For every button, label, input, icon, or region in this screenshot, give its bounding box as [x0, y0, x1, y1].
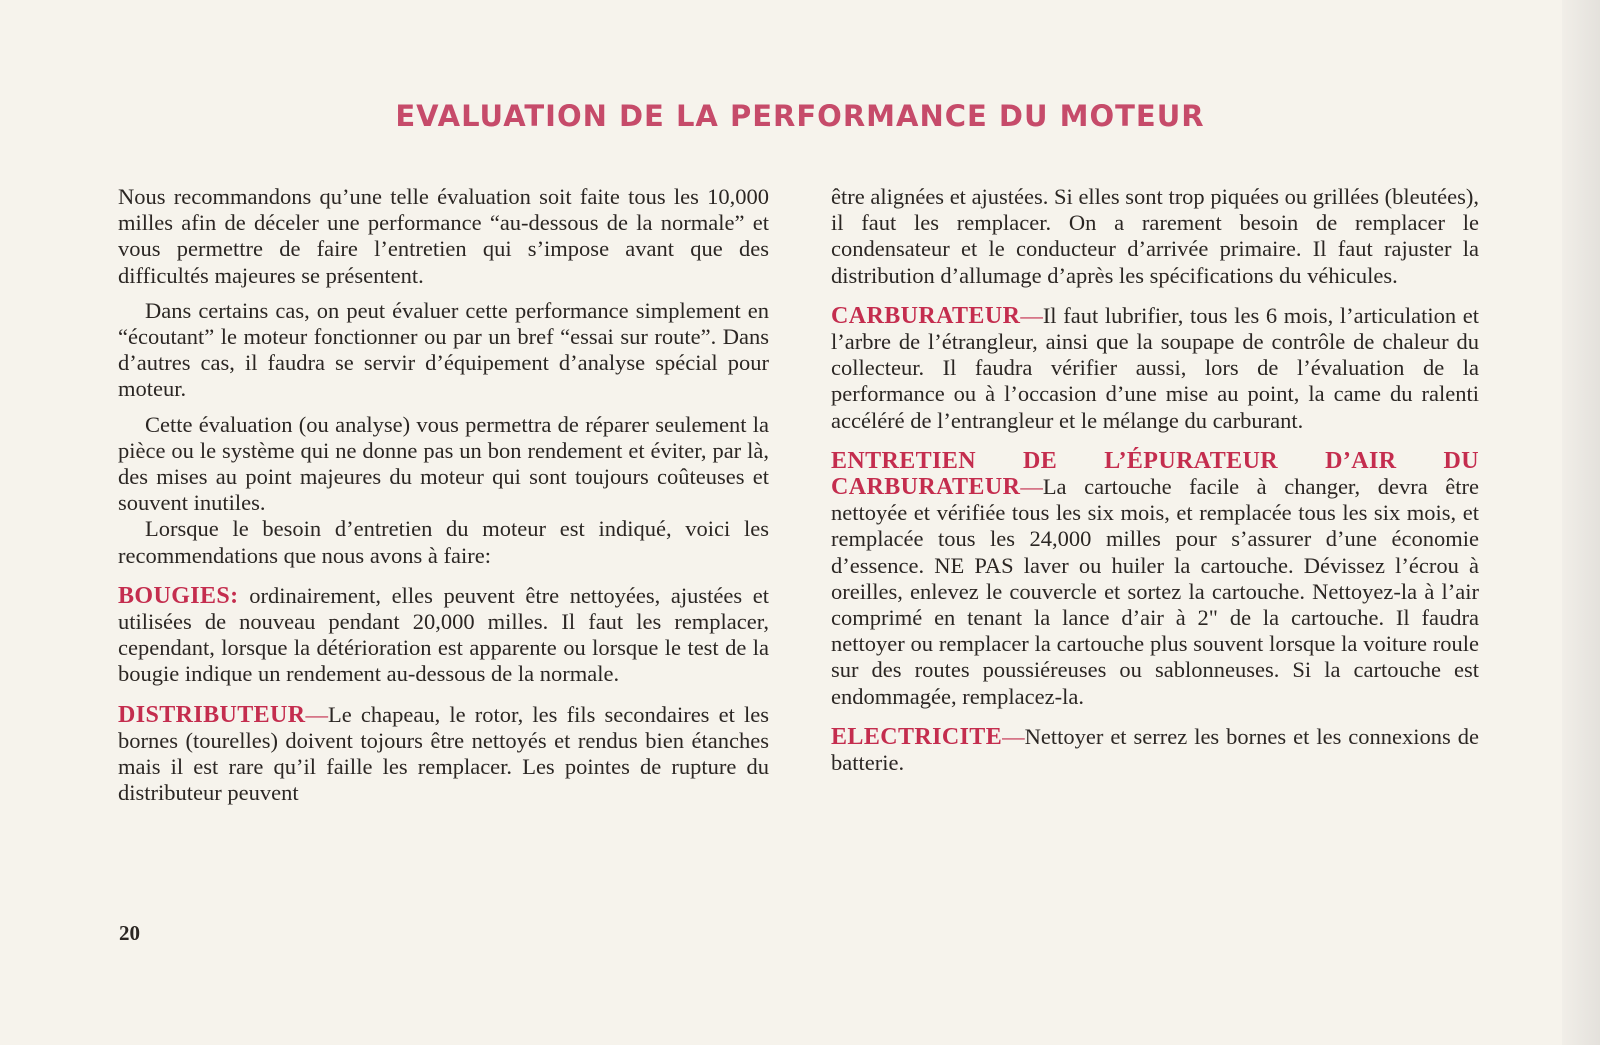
page-title: EVALUATION DE LA PERFORMANCE DU MOTEUR	[395, 99, 1205, 133]
bougies-text: ordinairement, elles peuvent être nettoyées, ajustées et utilisées de nouveau pendant 20,000 milles. Il faut les remplacer, cependant, lorsque la détérioration est apparente ou lorsque le test de la bougie indique un rendement au-dessous de la normale.	[118, 582, 769, 687]
epurateur-heading: ENTRETIEN DE L’ÉPURATEUR D’AIR DU CARBURATEUR	[831, 447, 1479, 501]
carburateur-section	[831, 303, 1479, 434]
recommendations-intro: Lorsque le besoin d’entretien du moteur est indiqué, voici les recommendations que nous avons à faire:	[118, 516, 769, 568]
distributeur-heading: DISTRIBUTEUR	[118, 701, 306, 728]
distributeur-section	[118, 702, 769, 807]
epurateur-text: La cartouche facile à changer, devra être nettoyée et vérifiée tous les six mois, et remplacée tous les six mois, et remplacée tous les 24,000 milles pour s’assurer d’une économie d’essence. NE PAS laver ou huiler la cartouche. Dévissez l’écrou à oreilles, enlevez le couvercle et sortez la cartouche. Nettoyez-la à l’air comprimé en tenant la lance d’air à 2" de la cartouche. Il faudra nettoyer ou remplacer la cartouche plus souvent lorsque la voiture roule sur des routes poussiéreuses ou sablonneuses. Si la cartouche est endommagée, remplacez-la.	[831, 474, 1479, 709]
bougies-heading: BOUGIES:	[118, 582, 239, 609]
right-column	[831, 184, 1479, 785]
intro-paragraph: Nous recommandons qu’une telle évaluation soit faite tous les 10,000 milles afin de déceler une performance “au-dessous de la normale” et vous permettre de faire l’entretien qui s’impose avant que des difficultés majeures se présentent.	[118, 184, 769, 288]
bougies-section	[118, 583, 769, 688]
listening-paragraph: Dans certains cas, on peut évaluer cette performance simplement en “écoutant” le moteur fonctionner ou par un bref “essai sur route”. Dans d’autres cas, il faudra se servir d’équipement d’analyse spécial pour moteur.	[118, 297, 769, 402]
carburateur-heading: CARBURATEUR	[831, 302, 1021, 329]
left-column	[118, 184, 769, 815]
heading-dash: —	[1020, 302, 1043, 328]
distributeur-text: Le chapeau, le rotor, les fils secondaires et les bornes (tourelles) doivent tojours être nettoyés et rendus bien étanches mais il est rare qu’il faille les remplacer. Les pointes de rupture du distributeur peuvent	[118, 701, 769, 806]
analysis-paragraph: Cette évaluation (ou analyse) vous permettra de réparer seulement la pièce ou le système qui ne donne pas un bon rendement et éviter, par là, des mises au point majeures du moteur qui sont toujours coûteuses et souvent inutiles.	[118, 411, 769, 516]
heading-dash: —	[305, 701, 329, 727]
carburateur-text: Il faut lubrifier, tous les 6 mois, l’articulation et l’arbre de l’étrangleur, ainsi que la soupape de contrôle de chaleur du collecteur. Il faudra vérifier aussi, lors de l’évaluation de la performance ou à l’occasion d’une mise au point, la came du ralenti accéléré de l’entrangleur et le mélange du carburant.	[831, 302, 1479, 433]
epurateur-section	[831, 448, 1479, 710]
page-number: 20	[119, 921, 140, 945]
heading-dash: —	[1020, 474, 1043, 500]
electricite-heading: ELECTRICITE	[831, 723, 1003, 750]
electricite-text: Nettoyer et serrez les bornes et les connexions de batterie.	[831, 723, 1479, 776]
electricite-section	[831, 724, 1479, 776]
heading-dash: —	[1002, 723, 1025, 749]
page-edge	[1562, 0, 1600, 1045]
distributeur-continuation: être alignées et ajustées. Si elles sont trop piquées ou grillées (bleutées), il faut les remplacer. On a rarement besoin de remplacer le condensateur et le conducteur d’arrivée primaire. Il faut rajuster la distribution d’allumage d’après les spécifications du véhicules.	[831, 184, 1479, 288]
